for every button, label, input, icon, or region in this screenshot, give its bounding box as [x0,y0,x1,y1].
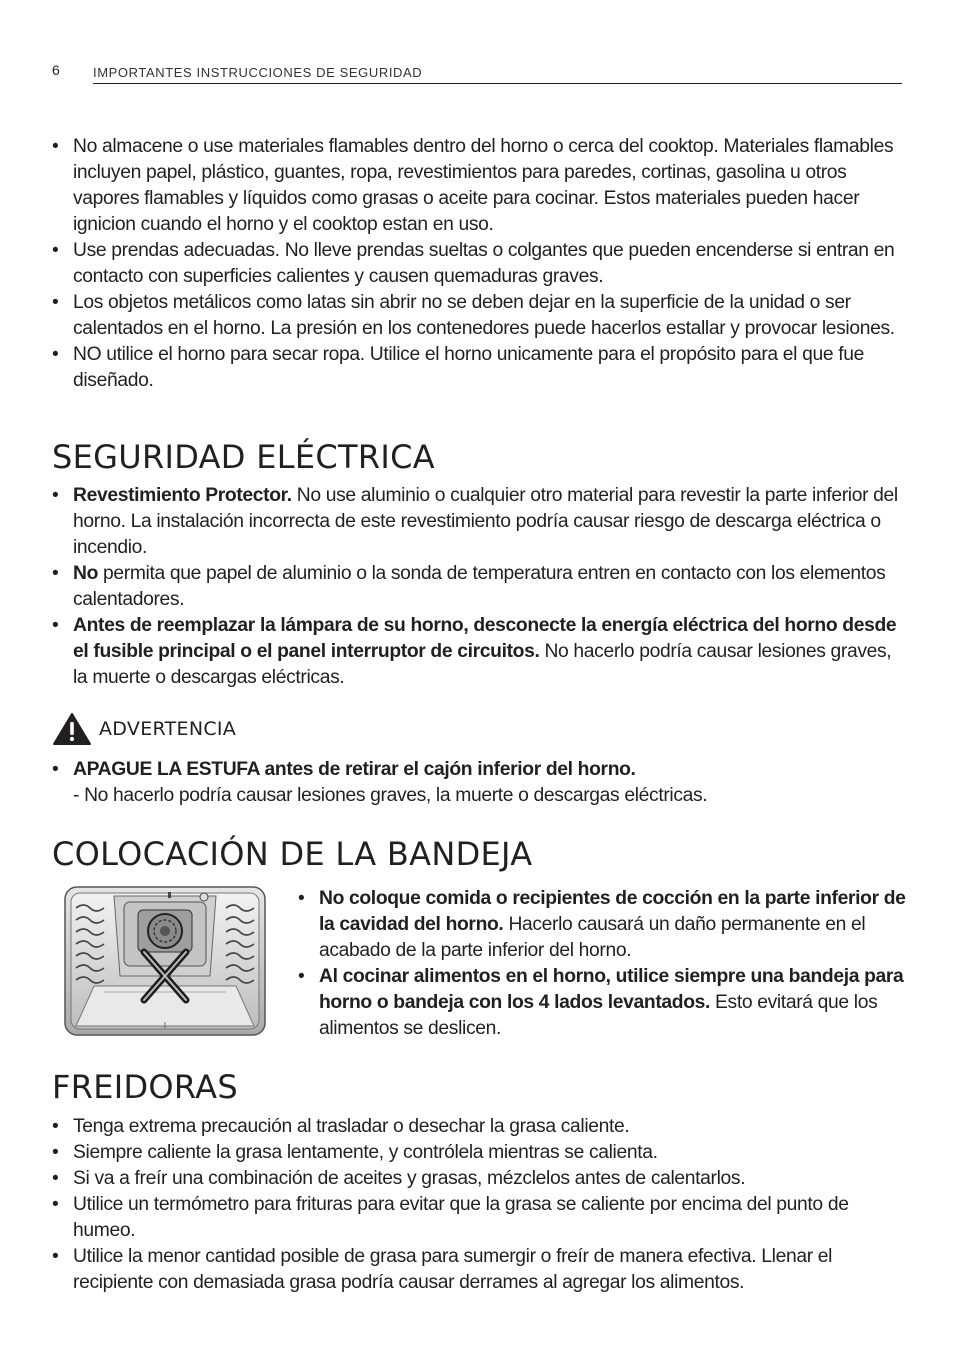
bold-lead: Al cocinar alimentos en el horno, utilice siempre una bandeja para horno o bandeja con los 4 lados levantados. [319,966,904,1013]
running-header: IMPORTANTES INSTRUCCIONES DE SEGURIDAD [93,65,423,80]
list-item [52,483,902,561]
warning-sub-line: - No hacerlo podría causar lesiones graves, la muerte o descargas eléctricas. [73,785,708,806]
warning-bold-text: APAGUE LA ESTUFA antes de retirar el cajón inferior del horno. [73,759,636,780]
bold-lead: Antes de reemplazar la lámpara de su horno, desconecte la energía eléctrica del horno desde el fusible principal o el panel interruptor de circuitos. [73,615,897,662]
bold-lead: No [73,563,99,584]
list-item: • No almacene o use materiales flamables dentro del horno o cerca del cooktop. Materiales flamables incluyen papel, plástico, guantes, ropa, revestimientos para paredes, cortinas, gasolina u otros vapores flamables y líquidos como grasas o aceite para cocinar. Estos materiales pueden hacer ignicion cuando el horno y el cooktop estan en uso. [52,134,902,238]
body-text: Esto evitará que los alimentos se deslicen. [319,992,878,1039]
list-item [52,757,902,809]
warning-section [52,757,902,809]
warning-heading [52,712,236,746]
section-title-tray: COLOCACIÓN DE LA BANDEJA [52,835,533,873]
header-rule [93,83,902,84]
warning-label: ADVERTENCIA [99,718,237,740]
list-item [52,561,902,613]
body-text: No use aluminio o cualquier otro material para revestir la parte inferior del horno. La instalación incorrecta de este revestimiento podría causar riesgo de descarga eléctrica o incendio. [73,485,898,558]
list-item [52,613,902,691]
body-text: No hacerlo podría causar lesiones graves, la muerte o descargas eléctricas. [73,641,892,688]
list-item: • Use prendas adecuadas. No lleve prendas sueltas o colgantes que pueden encenderse si entran en contacto con superficies calientes y causen quemaduras graves. [52,238,902,290]
list-item: • Utilice un termómetro para frituras para evitar que la grasa se caliente por encima del punto de humeo. [52,1192,902,1244]
electrical-section [52,483,902,691]
list-item: • Tenga extrema precaución al trasladar o desechar la grasa caliente. [52,1114,902,1140]
section-title-fryers: FREIDORAS [52,1068,238,1106]
list-item: • Si va a freír una combinación de aceites y grasas, mézclelos antes de calentarlos. [52,1166,902,1192]
list-item [298,886,908,964]
fryers-section [52,1114,902,1296]
list-item: • Los objetos metálicos como latas sin abrir no se deben dejar en la superficie de la unidad o ser calentados en el horno. La presión en los contenedores puede hacerlos estallar y provocar lesiones. [52,290,902,342]
section-title-electrical: SEGURIDAD ELÉCTRICA [52,438,435,476]
body-text: permita que papel de aluminio o la sonda de temperatura entren en contacto con los elementos calentadores. [73,563,886,610]
list-item: • NO utilice el horno para secar ropa. Utilice el horno unicamente para el propósito para el que fue diseñado. [52,342,902,394]
bold-lead: Revestimiento Protector. [73,485,292,506]
list-item: • Utilice la menor cantidad posible de grasa para sumergir o freír de manera efectiva. Llenar el recipiente con demasiada grasa podría causar derrames al agregar los alimentos. [52,1244,902,1296]
oven-cavity-illustration [64,886,266,1036]
intro-section [52,134,902,394]
warning-triangle-icon [52,712,92,746]
body-text: Hacerlo causará un daño permanente en el acabado de la parte inferior del horno. [319,914,866,961]
page-number: 6 [52,62,60,78]
bold-lead: No coloque comida o recipientes de cocción en la parte inferior de la cavidad del horno. [319,888,906,935]
list-item: • Siempre caliente la grasa lentamente, y contrólela mientras se calienta. [52,1140,902,1166]
list-item [298,964,908,1042]
tray-section [298,886,908,1042]
